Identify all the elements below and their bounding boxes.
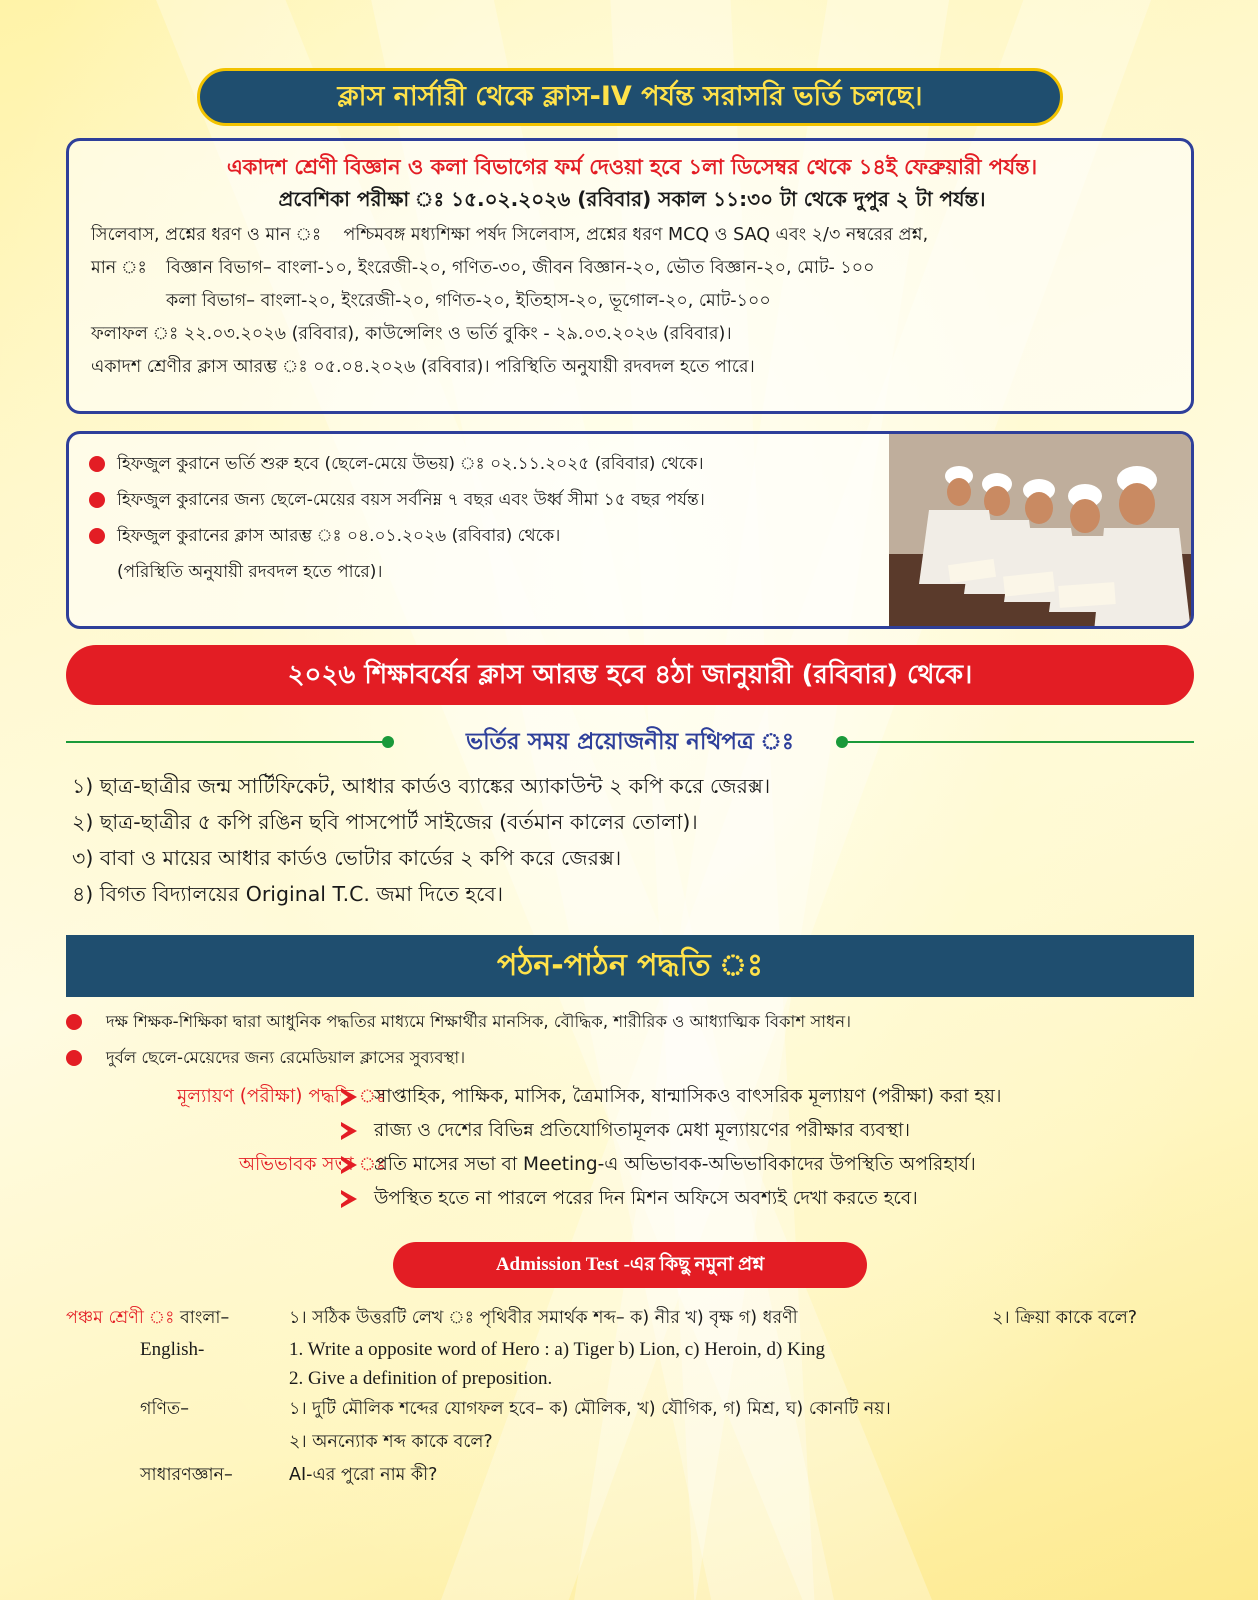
class-start-row: একাদশ শ্রেণীর ক্লাস আরম্ভ ঃ ০৫.০৪.২০২৬ (রবিবার)। পরিস্থিতি অনুযায়ী রদবদল হতে পারে। [91, 357, 755, 377]
list-item: ৪) বিগত বিদ্যালয়ের Original T.C. জমা দিতে হবে। [72, 882, 504, 906]
class-label: পঞ্চম শ্রেণী ঃ [66, 1308, 175, 1328]
guardian-meeting-label: অভিভাবক সভা ঃ [238, 1154, 386, 1175]
bullet-icon [66, 1050, 82, 1066]
english-question-row: 2. Give a definition of preposition. [289, 1368, 553, 1389]
admission-open-banner: ক্লাস নার্সারী থেকে ক্লাস-IV পর্যন্ত সরাসরি ভর্তি চলছে। [197, 68, 1063, 126]
list-item: ৩) বাবা ও মায়ের আধার কার্ডও ভোটার কার্ডের ২ কপি করে জেরক্স। [72, 846, 622, 870]
list-item: হিফজুল কুরানের ক্লাস আরম্ভ ঃ ০৪.০১.২০২৬ (রবিবার) থেকে। [89, 518, 705, 554]
bullet-icon [89, 492, 105, 508]
list-item: ২) ছাত্র-ছাত্রীর ৫ কপি রঙিন ছবি পাসপোর্ট সাইজের (বর্তমান কালের তোলা)। [72, 810, 698, 834]
bullet-icon [66, 1014, 82, 1030]
bangla-question-row: পঞ্চম শ্রেণী ঃ বাংলা– ১। সঠিক উত্তরটি লেখ ঃ পৃথিবীর সমার্থক শব্দ– ক) নীর খ) বৃক্ষ গ) ধরণী ২। ক্রিয়া কাকে বলে? [66, 1308, 1138, 1328]
teaching-method-list [66, 1004, 851, 1076]
students-reading-photo [889, 434, 1191, 629]
hifz-info-box [66, 431, 1194, 629]
sample-questions-banner: Admission Test -এর কিছু নমুনা প্রশ্ন [393, 1242, 867, 1288]
gk-label: সাধারণজ্ঞান– [140, 1465, 233, 1485]
teaching-method-banner: পঠন-পাঠন পদ্ধতি ঃ [66, 935, 1194, 997]
form-distribution-text: একাদশ শ্রেণী বিজ্ঞান ও কলা বিভাগের ফর্ম দেওয়া হবে ১লা ডিসেম্বর থেকে ১৪ই ফেব্রুয়ারী পর্যন্ত। [226, 155, 1038, 179]
result-row: ফলাফল ঃ ২২.০৩.২০২৬ (রবিবার), কাউন্সেলিং ও ভর্তি বুকিং - ২৯.০৩.২০২৬ (রবিবার)। [91, 324, 732, 344]
arrow-icon [341, 1088, 357, 1106]
sample-questions [66, 1302, 1206, 1492]
documents-heading-text: ভর্তির সময় প্রয়োজনীয় নথিপত্র ঃ [465, 729, 795, 755]
list-item: হিফজুল কুরানে ভর্তি শুরু হবে (ছেলে-মেয়ে উভয়) ঃ ০২.১১.২০২৫ (রবিবার) থেকে। [89, 446, 705, 482]
arrow-icon [341, 1122, 357, 1140]
math-question-row: গণিত– ১। দুটি মৌলিক শব্দের যোগফল হবে– ক) মৌলিক, খ) যৌগিক, গ) মিশ্র, ঘ) কোনটি নয়। [66, 1393, 1206, 1426]
gk-question-row: সাধারণজ্ঞান– AI-এর পুরো নাম কী? [66, 1459, 1206, 1492]
science-marks-row [91, 252, 1173, 285]
arts-marks-row: কলা বিভাগ– বাংলা-২০, ইংরেজী-২০, গণিত-২০, ইতিহাস-২০, ভূগোল-২০, মোট-১০০ [166, 291, 771, 311]
math-label: গণিত– [140, 1399, 189, 1419]
evaluation-row: মূল্যায়ণ (পরীক্ষা) পদ্ধতি ঃ সাপ্তাহিক, পাক্ষিক, মাসিক, ত্রৈমাসিক, ষান্মাসিকও বাৎসরিক মূল্যায়ণ (পরীক্ষা) করা হয়। [66, 1080, 1206, 1114]
arrow-icon [341, 1156, 357, 1174]
english-question-row: English- 1. Write a opposite word of Hero : a) Tiger b) Lion, c) Heroin, d) King [66, 1335, 1206, 1364]
hifz-list [89, 446, 705, 590]
guardian-row: উপস্থিত হতে না পারলে পরের দিন মিশন অফিসে অবশ্যই দেখা করতে হবে। [66, 1182, 1206, 1216]
evaluation-section [66, 1080, 1206, 1216]
session-start-banner: ২০২৬ শিক্ষাবর্ষের ক্লাস আরম্ভ হবে ৪ঠা জানুয়ারী (রবিবার) থেকে। [66, 645, 1194, 705]
list-item: দক্ষ শিক্ষক-শিক্ষিকা দ্বারা আধুনিক পদ্ধতির মাধ্যমে শিক্ষার্থীর মানসিক, বৌদ্ধিক, শারীরিক ও আধ্যাত্মিক বিকাশ সাধন। [66, 1004, 851, 1040]
math-question-row: ২। অনন্যোক শব্দ কাকে বলে? [289, 1432, 493, 1452]
bullet-icon [89, 456, 105, 472]
guardian-row: অভিভাবক সভা ঃ প্রতি মাসের সভা বা Meeting-এ অভিভাবক-অভিভাবিকাদের উপস্থিতি অপরিহার্য। [66, 1148, 1206, 1182]
list-item: ১) ছাত্র-ছাত্রীর জন্ম সার্টিফিকেট, আধার কার্ডও ব্যাঙ্কের অ্যাকাউন্ট ২ কপি করে জেরক্স। [72, 774, 771, 798]
bullet-icon [89, 528, 105, 544]
hifz-note: (পরিস্থিতি অনুযায়ী রদবদল হতে পারে)। [117, 562, 383, 582]
documents-heading [66, 725, 1194, 759]
list-item: দুর্বল ছেলে-মেয়েদের জন্য রেমেডিয়াল ক্লাসের সুব্যবস্থা। [66, 1040, 851, 1076]
syllabus-value: পশ্চিমবঙ্গ মধ্যশিক্ষা পর্ষদ সিলেবাস, প্রশ্নের ধরণ MCQ ও SAQ এবং ২/৩ নম্বরের প্রশ্ন, [343, 225, 929, 245]
science-marks: বিজ্ঞান বিভাগ– বাংলা-১০, ইংরেজী-২০, গণিত-৩০, জীবন বিজ্ঞান-২০, ভৌত বিজ্ঞান-২০, মোট- ১০০ [166, 258, 875, 278]
syllabus-row [91, 219, 1173, 252]
class-eleven-info-box [66, 138, 1194, 414]
evaluation-label: মূল্যায়ণ (পরীক্ষা) পদ্ধতি ঃ [176, 1086, 386, 1107]
marks-label: মান ঃ [91, 258, 147, 278]
arrow-icon [341, 1190, 357, 1208]
entrance-exam-text: প্রবেশিকা পরীক্ষা ঃ ১৫.০২.২০২৬ (রবিবার) সকাল ১১:৩০ টা থেকে দুপুর ২ টা পর্যন্ত। [278, 187, 986, 211]
bangla-label: বাংলা– [180, 1308, 230, 1328]
students-illustration [889, 434, 1191, 629]
evaluation-row: রাজ্য ও দেশের বিভিন্ন প্রতিযোগিতামূলক মেধা মূল্যায়ণের পরীক্ষার ব্যবস্থা। [66, 1114, 1206, 1148]
documents-list [72, 768, 770, 912]
list-item: হিফজুল কুরানের জন্য ছেলে-মেয়ের বয়স সর্বনিম্ন ৭ বছর এবং উর্ধ্ব সীমা ১৫ বছর পর্যন্ত। [89, 482, 705, 518]
syllabus-label: সিলেবাস, প্রশ্নের ধরণ ও মান ঃ [91, 225, 322, 245]
english-label: English- [140, 1339, 205, 1360]
